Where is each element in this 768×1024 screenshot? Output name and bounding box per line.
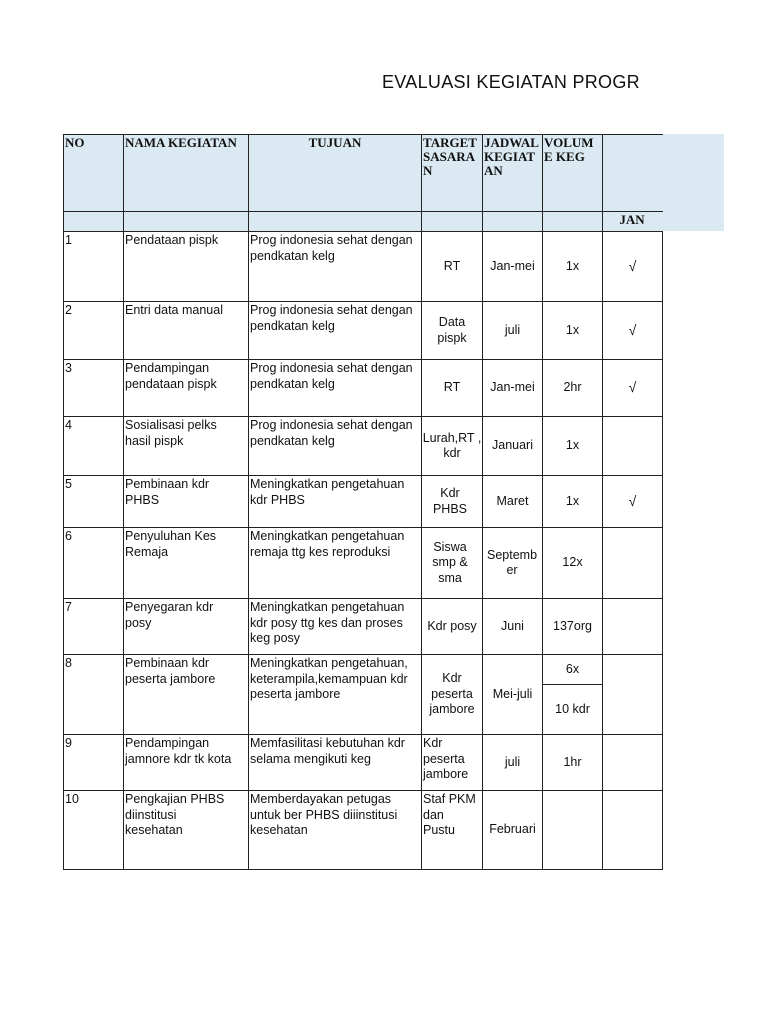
row-volume: 2hr (563, 380, 582, 395)
row-jadwal: Mei-juli (492, 686, 533, 701)
row-nama: Pendampingan pendataan pispk (125, 361, 217, 391)
row-volume: 1x (565, 322, 580, 337)
row-jan-check (603, 528, 662, 598)
row-target: Kdr peserta jambore (429, 671, 475, 717)
row-tujuan: Prog indonesia sehat dengan pendkatan kelg (250, 361, 413, 391)
row-volume: 1x (565, 438, 580, 453)
row-no: 9 (65, 736, 72, 750)
row-target: RT (443, 380, 461, 395)
row-jan-check (603, 655, 662, 734)
row-nama: Penyegaran kdr posy (125, 600, 214, 630)
row-tujuan: Prog indonesia sehat dengan pendkatan kelg (250, 418, 413, 448)
row-no: 1 (65, 233, 72, 247)
row-jan-check: √ (628, 379, 637, 396)
row-volume (543, 791, 602, 869)
row-volume: 1hr (563, 754, 582, 769)
row-volume: 137org (553, 618, 592, 633)
row-target: Kdr peserta jambore (423, 736, 469, 781)
row-volume-secondary: 10 kdr (555, 701, 590, 716)
row-nama: Pengkajian PHBS diinstitusi kesehatan (125, 792, 225, 837)
row-target: Kdr PHBS (432, 486, 468, 516)
row-jadwal: Januari (492, 438, 533, 453)
header-tujuan: TUJUAN (308, 135, 362, 150)
row-jadwal: Jan-mei (490, 258, 535, 273)
row-no: 7 (65, 600, 72, 614)
row-volume: 6x (565, 661, 580, 676)
header-jan: JAN (619, 212, 645, 227)
row-jan-check (603, 735, 662, 790)
row-tujuan: Meningkatkan pengetahuan kdr posy ttg kes dan proses keg posy (250, 600, 405, 645)
row-no: 6 (65, 529, 72, 543)
row-jadwal: Maret (496, 493, 529, 508)
row-target: RT (443, 258, 461, 273)
row-volume: 1x (565, 258, 580, 273)
row-jadwal: Februari (489, 822, 536, 837)
row-no: 5 (65, 477, 72, 491)
row-jan-check: √ (628, 492, 637, 509)
row-target: Kdr posy (427, 618, 477, 633)
header-target-sasaran: TARGET SASARA N (423, 135, 477, 178)
row-jadwal: juli (504, 322, 521, 337)
row-nama: Penyuluhan Kes Remaja (125, 529, 217, 559)
row-no: 3 (65, 361, 72, 375)
row-jan-check: √ (628, 321, 637, 338)
row-no: 10 (65, 792, 79, 806)
row-nama: Pembinaan kdr peserta jambore (125, 656, 216, 686)
row-target: Data pispk (437, 315, 467, 345)
row-no: 2 (65, 303, 72, 317)
row-tujuan: Memfasilitasi kebutuhan kdr selama mengikuti keg (250, 736, 405, 766)
document-title: EVALUASI KEGIATAN PROGR (382, 72, 640, 92)
row-nama: Pendampingan jamnore kdr tk kota (125, 736, 232, 766)
header-nama-kegiatan: NAMA KEGIATAN (125, 135, 237, 150)
row-nama: Pendataan pispk (125, 233, 219, 247)
row-no: 8 (65, 656, 72, 670)
header-jadwal-kegiatan: JADWAL KEGIAT AN (484, 135, 539, 178)
row-tujuan: Meningkatkan pengetahuan kdr PHBS (250, 477, 405, 507)
row-tujuan: Prog indonesia sehat dengan pendkatan kelg (250, 233, 413, 263)
row-nama: Pembinaan kdr PHBS (125, 477, 210, 507)
row-target: Siswa smp & sma (432, 539, 468, 585)
row-tujuan: Memberdayakan petugas untuk ber PHBS diiinstitusi kesehatan (250, 792, 398, 837)
row-volume: 12x (562, 555, 583, 570)
row-jadwal: Juni (501, 618, 524, 633)
row-nama: Sosialisasi pelks hasil pispk (125, 418, 217, 448)
row-target: Staf PKM dan Pustu (423, 792, 476, 837)
row-jan-check (603, 599, 662, 654)
row-nama: Entri data manual (125, 303, 223, 317)
row-jadwal: juli (504, 754, 521, 769)
row-jadwal: Jan-mei (490, 380, 535, 395)
row-target: Lurah,RT , kdr (422, 430, 482, 460)
row-jan-check: √ (628, 257, 637, 274)
row-tujuan: Prog indonesia sehat dengan pendkatan kelg (250, 303, 413, 333)
row-no: 4 (65, 418, 72, 432)
header-no: NO (65, 135, 85, 150)
header-volume-keg: VOLUM E KEG (544, 135, 594, 164)
row-jan-check (603, 791, 662, 869)
row-tujuan: Meningkatkan pengetahuan remaja ttg kes reproduksi (250, 529, 405, 559)
row-volume: 1x (565, 493, 580, 508)
row-jadwal: Septemb er (486, 547, 538, 577)
row-jan-check (603, 417, 662, 475)
row-tujuan: Meningkatkan pengetahuan, keterampila,kemampuan kdr peserta jambore (250, 656, 408, 701)
